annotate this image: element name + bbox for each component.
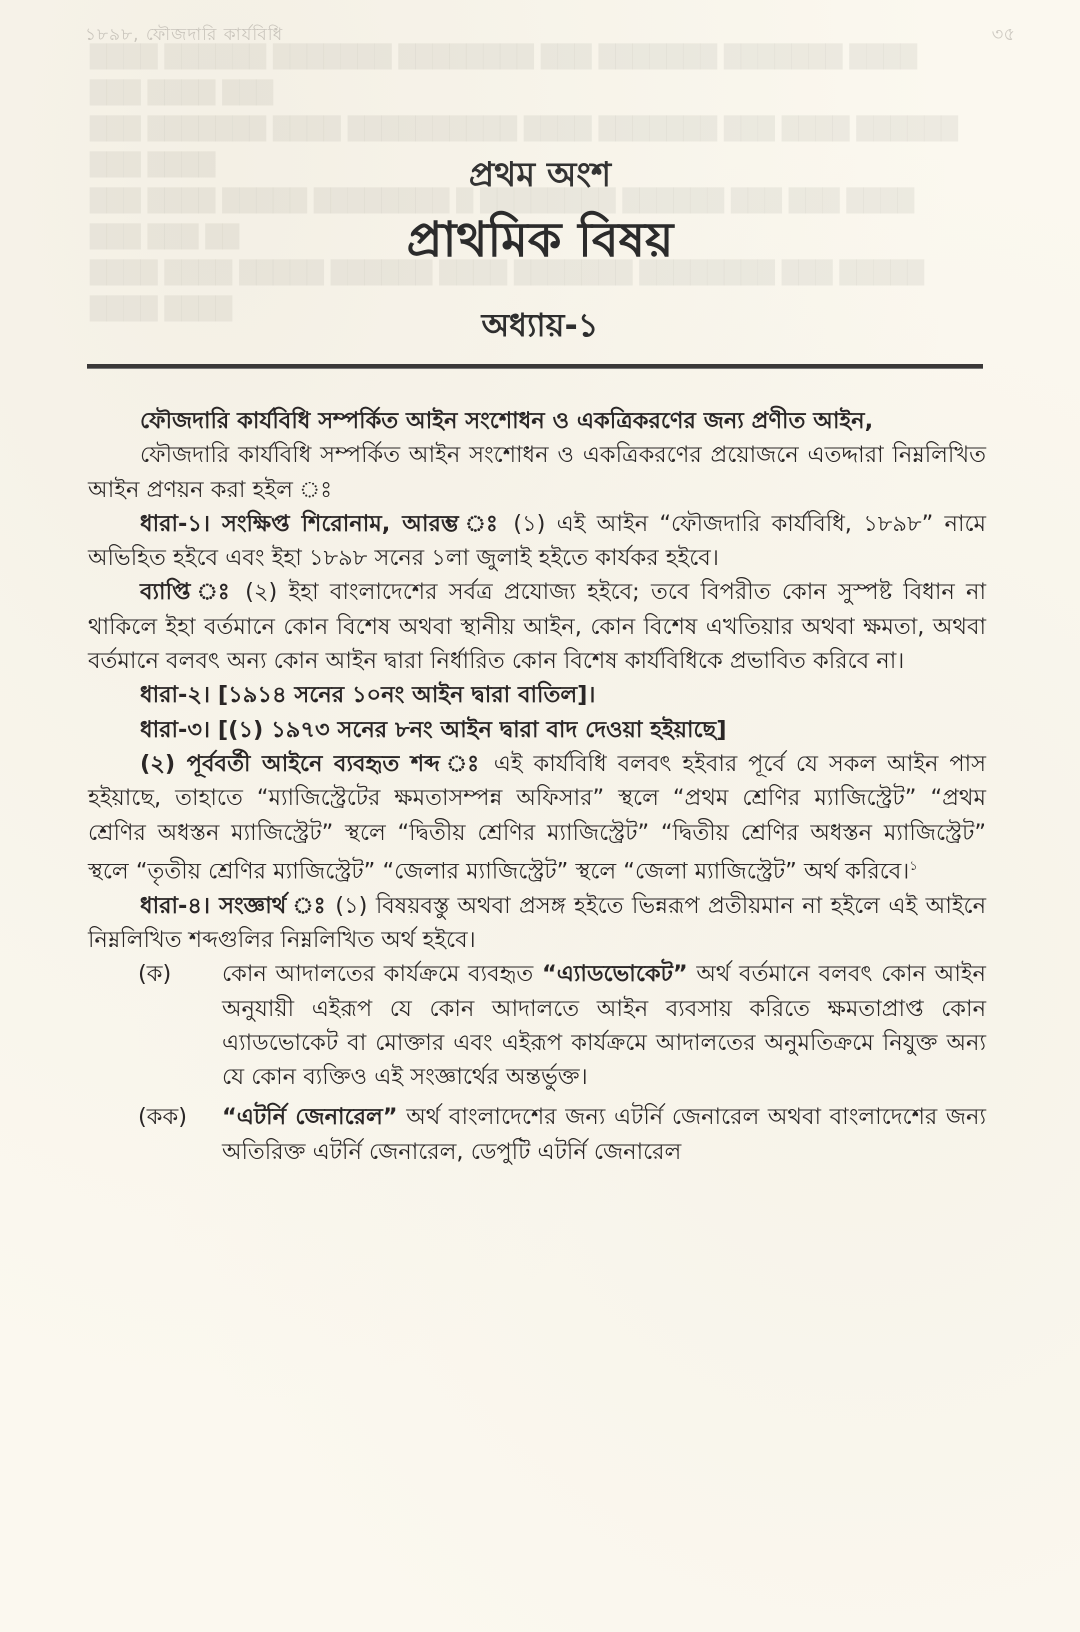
running-head: ১৮৯৮, ফৌজদারি কার্যবিধি [85,25,284,45]
clause-pre: কোন আদালতের কার্যক্রমে ব্যবহৃত [222,961,542,988]
chapter-divider [87,364,983,369]
section-4-text: (১) বিষয়বস্তু অথবা প্রসঙ্গ হইতে ভিন্নরূপ প্রতীয়মান না হইলে এই আইনে নিম্নলিখিত শব্দগুলির নিম্নলিখিত অর্থ হইবে। [88,892,987,953]
clause-post: অর্থ বর্তমানে বলবৎ কোন আইন অনুযায়ী এইরূপ যে কোন আদালতে আইন ব্যবসায় করিতে ক্ষমতাপ্রাপ্ত কোন এ্যাডভোকেট বা মোক্তার এবং এইরূপ কার্যক্রমে আদালতের অনুমতিক্রমে নিযুক্ত অন্য যে কোন ব্যক্তিও এই সংজ্ঞার্থের অন্তর্ভুক্ত। [222,961,986,1091]
clause-ka [138,957,986,1094]
document-body [88,404,986,1169]
reverse-side-bleed-through: ████ ██████ ███████ ████████ ███ ███████ ███████ ████ ███ ████ ███ ███ ███████ ████ ██████████ ████ ███████ ███ ████ ██████ ███ ████ ███ ████ █████ ████████ █ ████████ ██████ ███ ███ ████ ███ ███ ██ ████ ████ █████ ██████ ████ ███████ ████████ ███ █████ ████ ████ [90,45,959,322]
main-title: প্রাথমিক বিষয় [406,212,674,268]
footnote-marker[interactable]: ১ [909,858,918,874]
section-1-text: (১) এই আইন “ফৌজদারি কার্যবিধি, ১৮৯৮” নামে অভিহিত হইবে এবং ইহা ১৮৯৮ সনের ১লা জুলাই হইতে কার্যকর হইবে। [88,510,986,572]
clause-text [222,957,986,1094]
clause-label: (কক) [138,1104,188,1131]
clause-kaka [138,1100,986,1169]
section-3-sub-1: ধারা-৩। [(১) ১৯৭৩ সনের ৮নং আইন দ্বারা বাদ দেওয়া হইয়াছে] [140,716,727,743]
extent-text: (২) ইহা বাংলাদেশের সর্বত্র প্রযোজ্য হইবে; তবে বিপরীত কোন সুস্পষ্ট বিধান না থাকিলে ইহা বর্তমানে কোন বিশেষ অথবা স্থানীয় আইন, কোন বিশেষ এখতিয়ার অথবা ক্ষমতা, অথবা বর্তমানে বলবৎ অন্য কোন আইন দ্বারা নির্ধারিত কোন বিশেষ কার্যবিধিকে প্রভাবিত করিবে না। [88,579,987,675]
section-3-sub-2-text: এই কার্যবিধি বলবৎ হইবার পূর্বে যে সকল আইন পাস হইয়াছে, তাহাতে “ম্যাজিস্ট্রেটের ক্ষমতাসম্পন্ন অফিসার” স্থলে “প্রথম শ্রেণির ম্যাজিস্ট্রেট” “প্রথম শ্রেণির অধস্তন ম্যাজিস্ট্রেট” স্থলে “দ্বিতীয় শ্রেণির ম্যাজিস্ট্রেট” “দ্বিতীয় শ্রেণির অধস্তন ম্যাজিস্ট্রেট” স্থলে “তৃতীয় শ্রেণির ম্যাজিস্ট্রেট” “জেলার ম্যাজিস্ট্রেট” স্থলে “জেলা ম্যাজিস্ট্রেট” অর্থ করিবে। [88,750,986,885]
section-1 [88,507,986,576]
section-headings [0,150,1080,348]
section-4-heading: ধারা-৪। সংজ্ঞার্থ ঃ [140,892,327,919]
preamble-title: ফৌজদারি কার্যবিধি সম্পর্কিত আইন সংশোধন ও একত্রিকরণের জন্য প্রণীত আইন, [140,408,874,434]
chapter-title: অধ্যায়-১ [481,306,599,344]
page-number: ৩৫ [991,24,1015,45]
clause-post: অর্থ বাংলাদেশের জন্য এটর্নি জেনারেল অথবা বাংলাদেশের জন্য অতিরিক্ত এটর্নি জেনারেল, ডেপুটি এটর্নি জেনারেল [222,1104,987,1165]
preamble-text: ফৌজদারি কার্যবিধি সম্পর্কিত আইন সংশোধন ও একত্রিকরণের প্রয়োজনে এতদ্দারা নিম্নলিখিত আইন প্রণয়ন করা হইল ঃ [88,442,986,503]
defined-term: “এটর্নি জেনারেল” [222,1104,398,1131]
section-3-sub-2 [88,747,986,889]
extent-heading: ব্যাপ্তি ঃ [140,579,234,606]
part-title: প্রথম অংশ [468,155,612,195]
clause-text [222,1100,986,1169]
section-2: ধারা-২। [১৯১৪ সনের ১০নং আইন দ্বারা বাতিল]। [140,682,596,709]
section-1-extent [88,575,986,678]
defined-term: “এ্যাডভোকেট” [541,961,688,988]
section-1-heading: ধারা-১। সংক্ষিপ্ত শিরোনাম, আরম্ভ ঃ [140,510,503,537]
section-3-sub-2-heading: (২) পূর্ববর্তী আইনে ব্যবহৃত শব্দ ঃ [140,750,483,777]
clause-label: (ক) [138,961,172,988]
section-4 [88,889,986,958]
